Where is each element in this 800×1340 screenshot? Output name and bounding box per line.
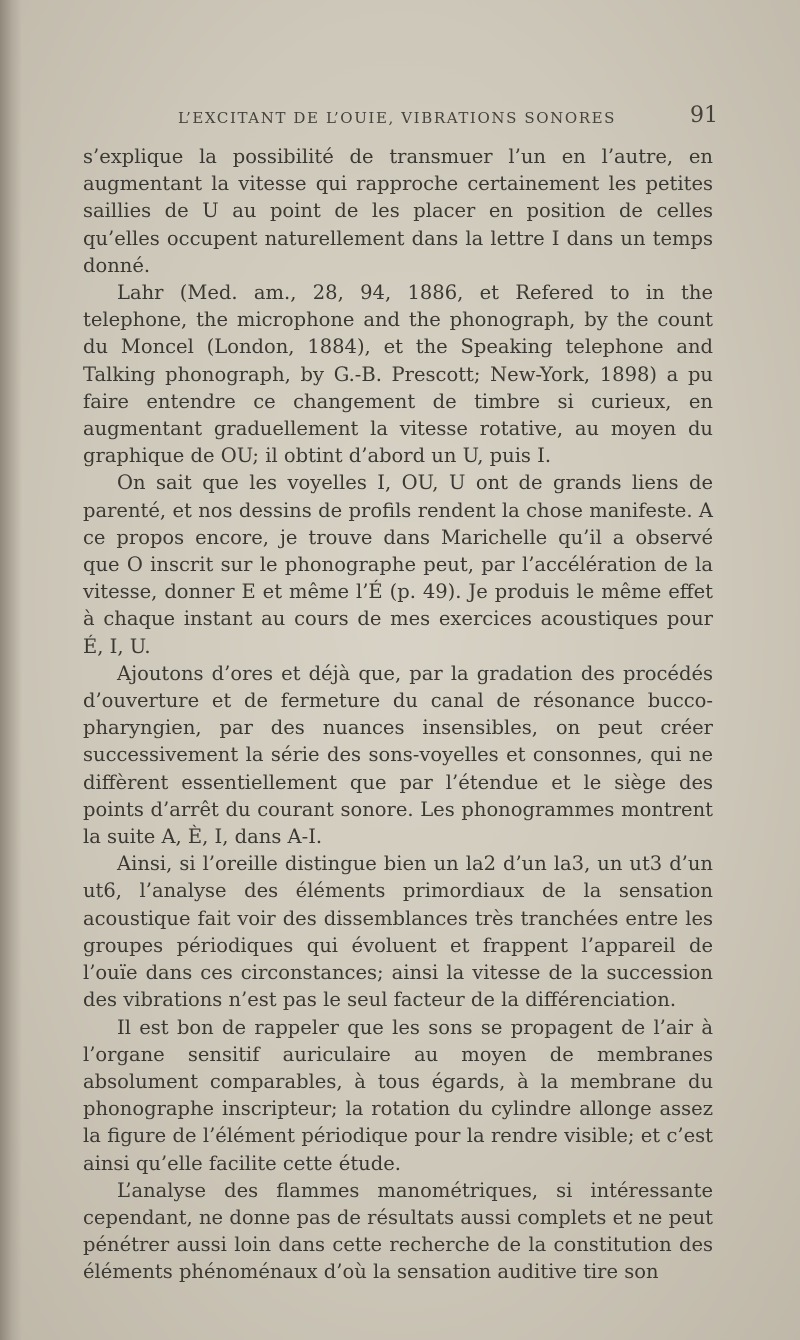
- body-text: [83, 143, 713, 1286]
- paragraph-7: L’analyse des flammes manométriques, si intéressante cependant, ne donne pas de résultats aussi complets et ne peut pénétrer aussi loin dans cette recherche de la constitution des éléments phénoménaux d’où la sensation auditive tire son: [83, 1178, 713, 1284]
- paragraph-1: s’explique la possibilité de transmuer l’un en l’autre, en augmentant la vitesse qui rapproche certainement les petites saillies de U au point de les placer en position de celles qu’elles occupent naturellement dans la lettre I dans un temps donné.: [83, 145, 713, 277]
- running-header: [178, 103, 718, 131]
- paragraph-5: Ainsi, si l’oreille distingue bien un la2 d’un la3, un ut3 d’un ut6, l’analyse des éléments primordiaux de la sensation acoustique fait voir des dissemblances très tranchées entre les groupes périodiques qui évoluent et frappent l’appareil de l’ouïe dans ces circonstances; ainsi la vitesse de la succession des vibrations n’est pas le seul facteur de la différenciation.: [83, 852, 713, 1012]
- page-number: 91: [690, 103, 718, 128]
- paragraph-3: On sait que les voyelles I, OU, U ont de grands liens de parenté, et nos dessins de profils rendent la chose manifeste. A ce propos encore, je trouve dans Marichelle qu’il a observé que O inscrit sur le phonographe peut, par l’accélération de la vitesse, donner E et même l’É (p. 49). Je produis le même effet à chaque instant au cours de mes exercices acoustiques pour É, I, U.: [83, 471, 713, 658]
- paragraph-6: Il est bon de rappeler que les sons se propagent de l’air à l’organe sensitif auriculaire au moyen de membranes absolument comparables, à tous égards, à la membrane du phonographe inscripteur; la rotation du cylindre allonge assez la figure de l’élément périodique pour la rendre visible; et c’est ainsi qu’elle facilite cette étude.: [83, 1015, 713, 1175]
- paragraph-4: Ajoutons d’ores et déjà que, par la gradation des procédés d’ouverture et de fermeture du canal de résonance bucco-pharyngien, par des nuances insensibles, on peut créer successivement la série des sons-voyelles et consonnes, qui ne diffèrent essentiellement que par l’étendue et le siège des points d’arrêt du courant sonore. Les phonogrammes montrent la suite A, È, I, dans A-I.: [83, 661, 713, 849]
- running-title: L’EXCITANT DE L’OUIE, VIBRATIONS SONORES: [178, 109, 617, 127]
- page-binding-shadow: [0, 0, 22, 1340]
- paragraph-2: Lahr (Med. am., 28, 94, 1886, et Refered to in the telephone, the microphone and the phonograph, by the count du Moncel (London, 1884), et the Speaking telephone and Talking phonograph, by G.-B. Prescott; New-York, 1898) a pu faire entendre ce changement de timbre si curieux, en augmentant graduellement la vitesse rotative, au moyen du graphique de OU; il obtint d’abord un U, puis I.: [83, 281, 713, 468]
